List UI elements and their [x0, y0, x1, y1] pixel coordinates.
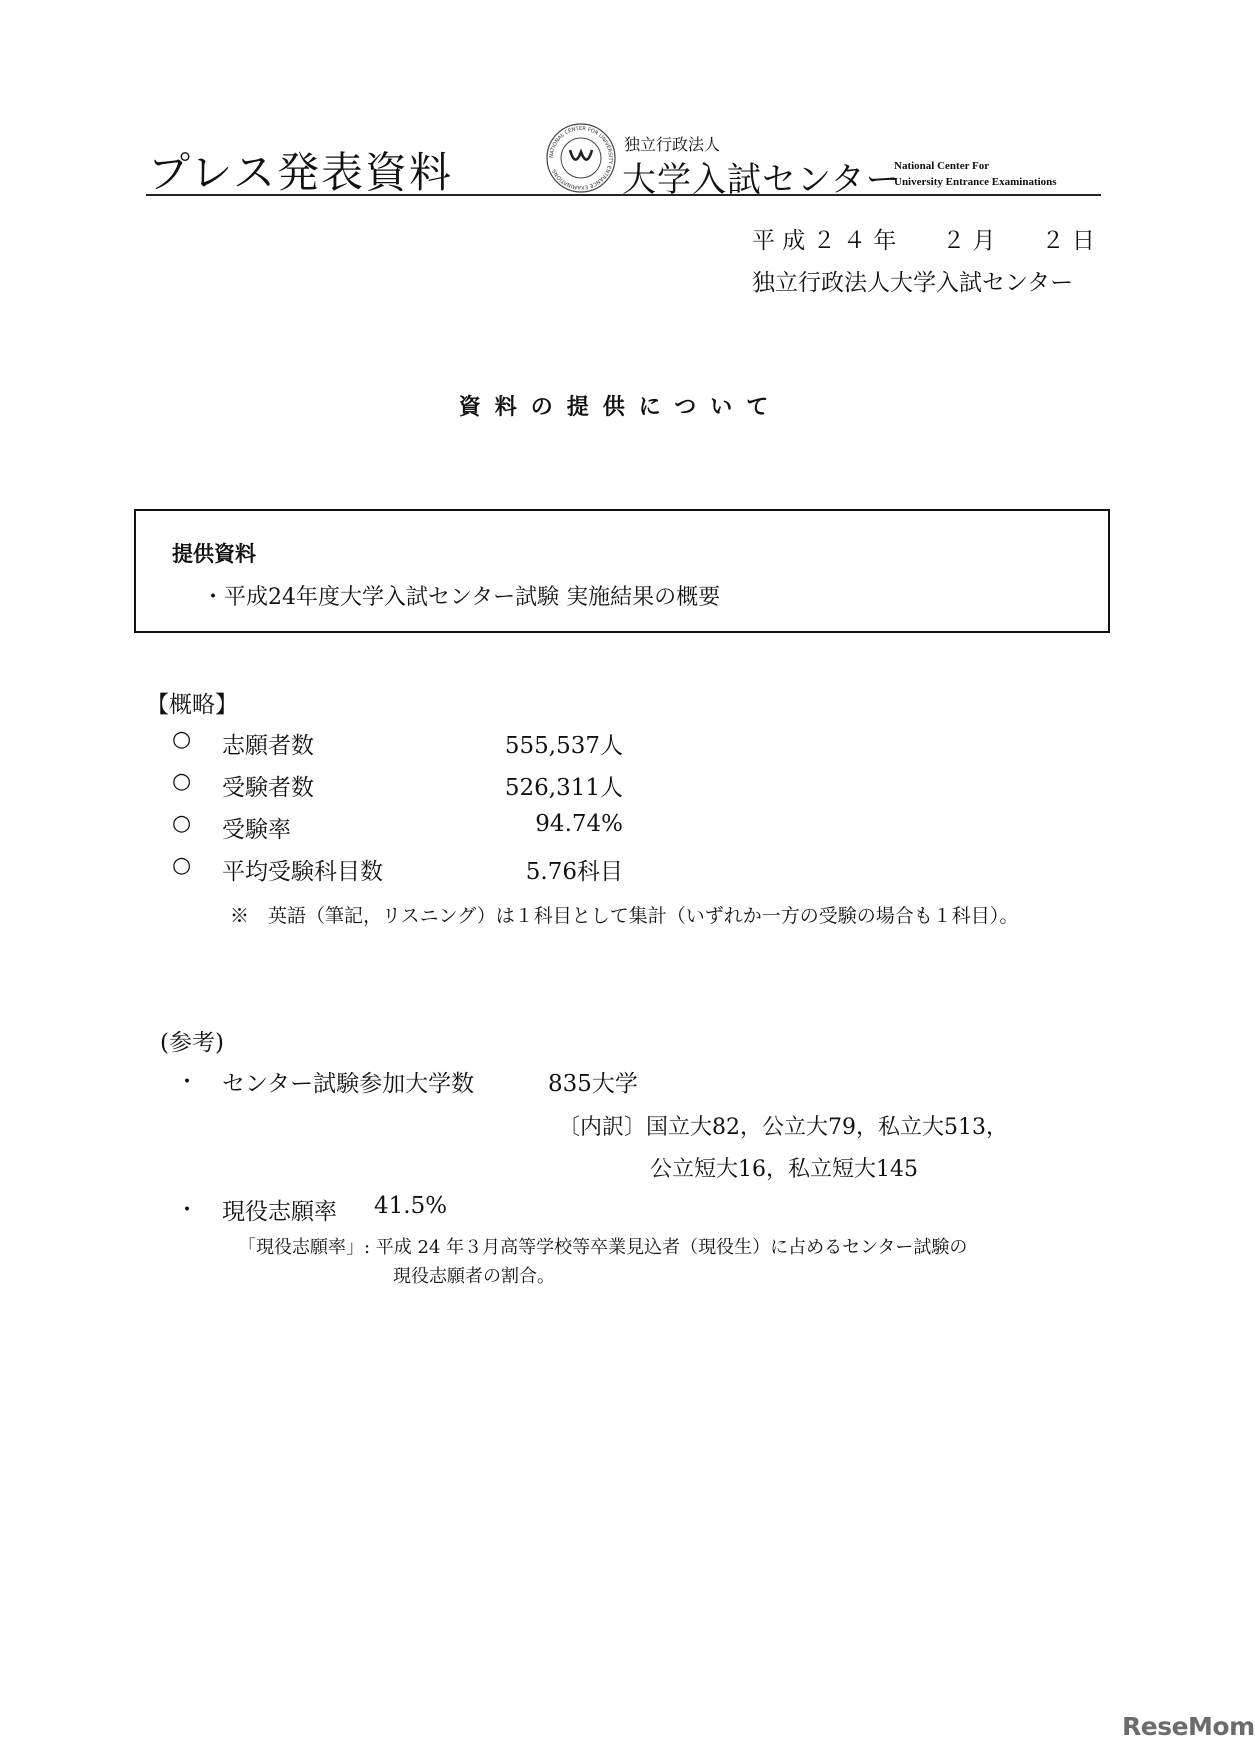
current-student-rate-note-line1: 「現役志願率」: 平成 24 年３月高等学校等卒業見込者（現役生）に占めるセンター試験の [238, 1237, 968, 1258]
participating-breakdown-line1: 〔内訳〕国立大82，公立大79，私立大513， [558, 1115, 1008, 1140]
release-date: 平 成 ２ ４ 年 ２ 月 ２ 日 [752, 228, 1095, 254]
overview-note: ※ 英語（筆記，リスニング）は１科目として集計（いずれか一方の受験の場合も１科目）。 [230, 905, 1019, 927]
resemom-watermark: ReseMom [1122, 1712, 1255, 1741]
participating-universities-value: 835大学 [548, 1071, 638, 1097]
seal-text: NATIONAL CENTER FOR UNIVERSITY ENTRANCE EXAMINATIONS [548, 125, 614, 191]
current-student-rate-label: 現役志願率 [222, 1199, 337, 1225]
reference-bullet: ・ [176, 1198, 199, 1223]
overview-row-value: 5.76科目 [525, 859, 623, 885]
participating-breakdown-line2: 公立短大16，私立短大145 [650, 1157, 918, 1182]
current-student-rate-note-line2: 現役志願者の割合。 [393, 1266, 555, 1287]
reference-bullet: ・ [176, 1070, 199, 1095]
overview-row-value: 526,311人 [504, 775, 623, 801]
overview-row-label: 受験者数 [222, 775, 314, 801]
ncue-seal-logo [545, 122, 617, 194]
issuer: 独立行政法人大学入試センター [752, 270, 1074, 296]
overview-row-label: 志願者数 [222, 733, 314, 759]
provided-materials-box [134, 509, 1110, 633]
logo-subtitle: 独立行政法人 [624, 135, 721, 154]
logo-name: 大学入試センター [622, 160, 901, 200]
reference-heading: (参考) [160, 1030, 224, 1056]
svg-text:NATIONAL CENTER FOR UNIVERSITY [549, 126, 613, 190]
document-title: 資料の提供について [458, 395, 783, 420]
logo-english-line2: University Entrance Examinations [894, 176, 1057, 188]
header-divider [146, 194, 1101, 196]
overview-row-label: 受験率 [222, 817, 291, 843]
overview-row-marker: ○ [172, 853, 192, 878]
overview-row-marker: ○ [172, 769, 192, 794]
provided-materials-item: ・平成24年度大学入試センター試験 実施結果の概要 [202, 585, 721, 610]
press-release-title: プレス発表資料 [148, 148, 454, 197]
overview-row-marker: ○ [172, 727, 192, 752]
participating-universities-label: センター試験参加大学数 [222, 1071, 475, 1097]
overview-row-marker: ○ [172, 811, 192, 836]
logo-english-line1: National Center For [894, 160, 990, 172]
overview-heading: 【概略】 [146, 692, 238, 718]
current-student-rate-value: 41.5% [374, 1193, 448, 1219]
overview-row-value: 555,537人 [504, 733, 623, 759]
provided-materials-heading: 提供資料 [172, 542, 256, 566]
overview-row-value: 94.74% [535, 811, 623, 837]
overview-row-label: 平均受験科目数 [222, 859, 383, 885]
